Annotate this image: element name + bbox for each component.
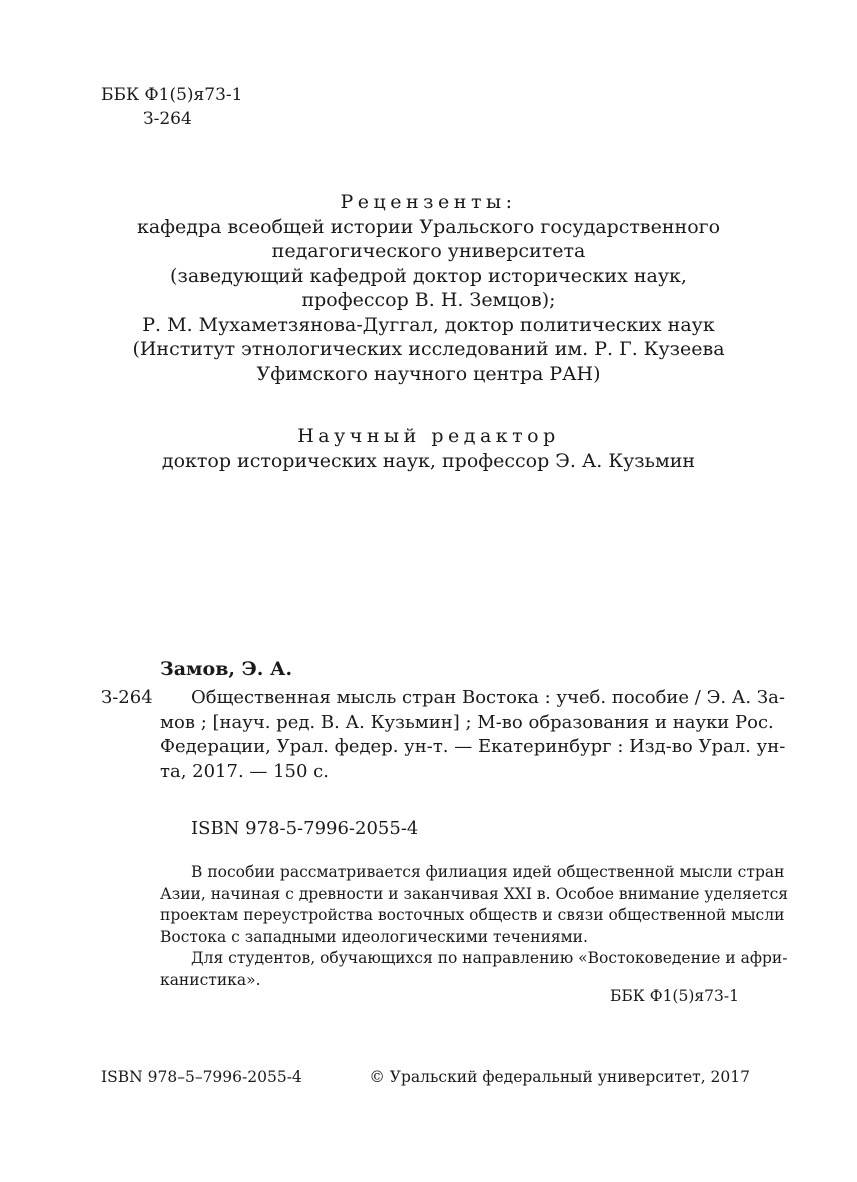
bbk-index-bottom: ББК Ф1(5)я73-1 bbox=[610, 987, 739, 1005]
abstract-line: проектам переустройства восточных обществ и связи общественной мысли bbox=[160, 906, 785, 924]
editor-heading: Научный редактор bbox=[297, 425, 560, 447]
editor-line: доктор исторических наук, профессор Э. А. Кузьмин bbox=[161, 449, 696, 472]
description-line: Федерации, Урал. федер. ун-т. — Екатеринбург : Изд-во Урал. ун- bbox=[160, 736, 786, 757]
abstract-line: канистика». bbox=[160, 970, 261, 989]
footer-isbn: ISBN 978–5–7996-2055-4 bbox=[101, 1068, 302, 1086]
reviewer-line: педагогического университета bbox=[271, 240, 586, 262]
abstract-line: В пособии рассматривается филиация идей общественной мысли стран bbox=[191, 863, 785, 881]
description-line: мов ; [науч. ред. В. А. Кузьмин] ; М-во образования и науки Рос. bbox=[160, 711, 774, 733]
reviewer-line: профессор В. Н. Земцов); bbox=[301, 289, 556, 311]
abstract-line: Востока с западными идеологическими течениями. bbox=[160, 927, 588, 946]
abstract-line: Для студентов, обучающихся по направлению «Востоковедение и афри- bbox=[191, 949, 788, 967]
bbk-index-top: ББК Ф1(5)я73-1 bbox=[101, 85, 243, 105]
catalog-author-mark: З-264 bbox=[101, 687, 153, 708]
description-line: та, 2017. — 150 с. bbox=[160, 760, 329, 782]
reviewers-heading: Рецензенты: bbox=[340, 191, 517, 213]
catalog-isbn: ISBN 978-5-7996-2055-4 bbox=[191, 818, 419, 839]
reviewers-section bbox=[0, 190, 857, 386]
reviewer-line: Р. М. Мухаметзянова-Дуггал, доктор политических наук bbox=[142, 313, 715, 336]
abstract-line: Азии, начиная с древности и заканчивая XXI в. Особое внимание уделяется bbox=[160, 884, 789, 903]
abstract-section bbox=[160, 862, 789, 991]
reviewer-line: (заведующий кафедрой доктор исторических наук, bbox=[170, 264, 687, 287]
reviewer-line: (Институт этнологических исследований им. Р. Г. Кузеева bbox=[132, 338, 725, 360]
copyright-notice: © Уральский федеральный университет, 2017 bbox=[369, 1068, 750, 1086]
reviewer-line: Уфимского научного центра РАН) bbox=[256, 362, 601, 385]
reviewer-line: кафедра всеобщей истории Уральского государственного bbox=[136, 215, 721, 238]
description-line: Общественная мысль стран Востока : учеб. пособие / Э. А. За- bbox=[191, 687, 785, 708]
editor-section bbox=[0, 424, 857, 473]
catalog-author: Замов, Э. А. bbox=[160, 658, 293, 680]
author-mark-top: З-264 bbox=[143, 109, 192, 129]
catalog-description bbox=[160, 686, 786, 784]
